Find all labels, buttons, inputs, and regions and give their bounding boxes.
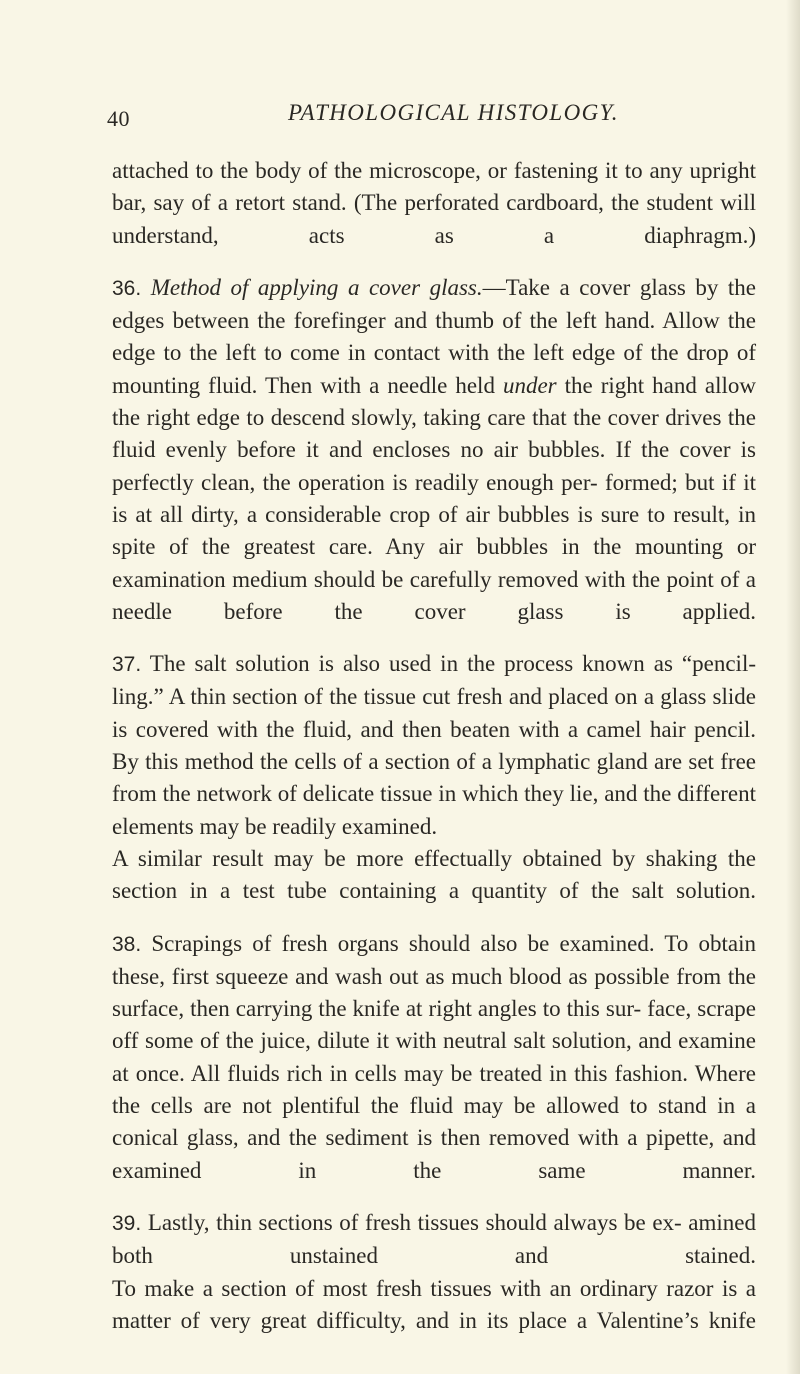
paragraph-text: Lastly, thin sections of fresh tissues should always be ex- amined both unstained and stained. — [112, 1209, 756, 1269]
paragraph-38 — [112, 928, 756, 1187]
paragraph-39-continued — [112, 1273, 756, 1338]
emphasis-text: under — [502, 372, 557, 398]
section-number: 39. — [112, 1211, 142, 1235]
paragraph-37-continued — [112, 843, 756, 908]
section-number: 36. — [112, 276, 142, 300]
paragraph-text: A similar result may be more effectually obtained by shaking the section in a test tube containing a quantity of the salt solution. — [112, 845, 756, 904]
paragraph-36 — [112, 272, 756, 628]
section-number: 37. — [112, 653, 142, 677]
running-head — [0, 90, 800, 130]
paragraph-text: To make a section of most fresh tissues with an ordinary razor is a matter of very great difficulty, and in its place a Valentine’s knife — [112, 1275, 756, 1333]
page-edge-shadow — [786, 0, 800, 1374]
page-number: 40 — [107, 106, 130, 131]
paragraph-text: The salt solution is also used in the process known as “pencil- ling.” A thin section of the tissue cut fresh and placed on a glass slide is covered with the fluid, and then beaten with a camel hair pencil. By this method the cells of a section of a lymphatic gland are set free from the network of delicate tissue in which they lie, and the different elements may be readily examined. — [112, 651, 756, 839]
paragraph-continued — [112, 155, 756, 252]
section-number: 38. — [112, 932, 142, 956]
body-text — [112, 155, 756, 1337]
section-title: Method of applying a cover glass. — [150, 274, 483, 300]
running-title: PATHOLOGICAL HISTOLOGY. — [288, 100, 619, 125]
paragraph-39 — [112, 1207, 756, 1273]
paragraph-text: attached to the body of the microscope, or fastening it to any upright bar, say of a retort stand. (The perforated cardboard, the student will understand, acts as a diaphragm.) — [112, 158, 756, 248]
paragraph-37 — [112, 648, 756, 843]
paragraph-text: —Take a cover glass by the edges between the forefinger and thumb of the left hand. Allow the edge to the left to come in contact with the left edge of the drop of mounting fluid. Then with a needle held — [112, 274, 756, 398]
paragraph-text: Scrapings of fresh organs should also be examined. To obtain these, first squeeze and wash out as much blood as possible from the surface, then carrying the knife at right angles to this sur- face, scrape off some of the juice, dilute it with neutral salt solution, and examine at once. All fluids rich in cells may be treated in this fashion. Where the cells are not plentiful the fluid may be allowed to stand in a conical glass, and the sediment is then removed with a pipette, and examined in the same manner. — [112, 930, 756, 1183]
paragraph-text: the right hand allow the right edge to descend slowly, taking care that the cover drives the fluid evenly before it and encloses no air bubbles. If the cover is perfectly clean, the operation is readily enough per- formed; but if it is at all dirty, a considerable crop of air bubbles is sure to result, in spite of the greatest care. Any air bubbles in the mounting or examination medium should be carefully removed with the point of a needle before the cover glass is applied. — [112, 372, 756, 624]
